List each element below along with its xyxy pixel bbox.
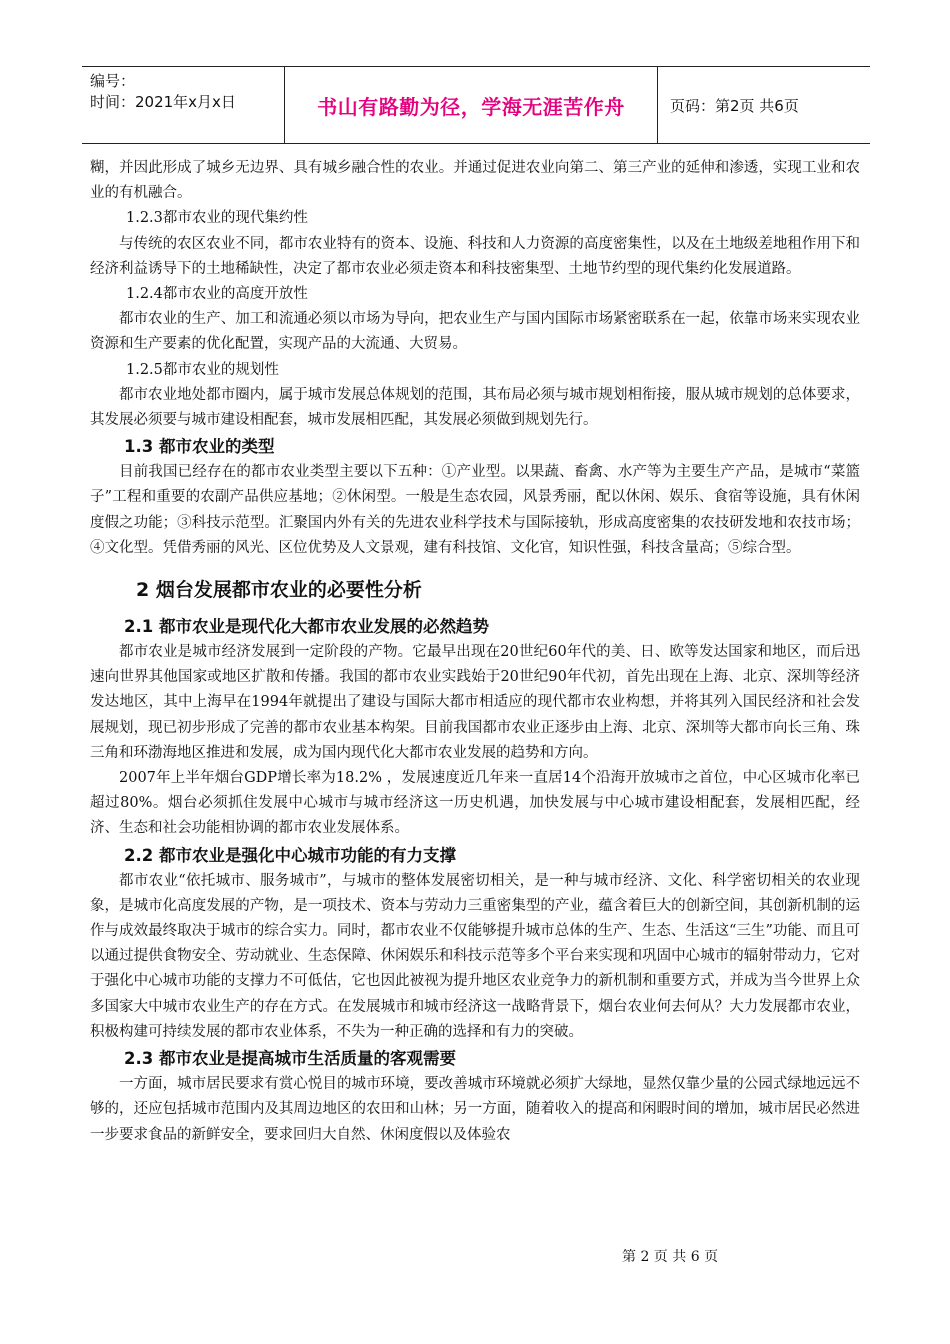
paragraph: 都市农业是城市经济发展到一定阶段的产物。它最早出现在20世纪60年代的美、日、欧等发达国家和地区，而后迅速向世界其他国家或地区扩散和传播。我国的都市农业实践始于20世纪90年代初，首先出现在上海、北京、深圳等经济发达地区，其中上海早在1994年就提出了建设与国际大都市相适应的现代都市农业构想，并将其列入国民经济和社会发展规划，现已初步形成了完善的都市农业基本构架。目前我国都市农业正逐步由上海、北京、深圳等大都市向长三角、珠三角和环渤海地区推进和发展，成为国内现代化大都市农业发展的趋势和方向。 [90,644,860,761]
paragraph: 都市农业的生产、加工和流通必须以市场为导向，把农业生产与国内国际市场紧密联系在一起，依靠市场来实现农业资源和生产要素的优化配置，实现产品的大流通、大贸易。 [90,311,860,353]
paragraph: 都市农业地处都市圈内，属于城市发展总体规划的范围，其布局必须与城市规划相衔接，服从城市规划的总体要求，其发展必须要与城市建设相配套，城市发展相匹配，其发展必须做到规划先行。 [90,386,860,429]
paragraph: 2007年上半年烟台GDP增长率为18.2% ，发展速度近几年来一直居14个沿海开放城市之首位，中心区城市化率已超过80%。烟台必须抓住发展中心城市与城市经济这一历史机遇，加快发展与中心城市建设相配套，发展相匹配，经济、生态和社会功能相协调的都市农业发展体系。 [90,770,860,837]
paragraph: 一方面，城市居民要求有赏心悦目的城市环境，要改善城市环境就必须扩大绿地，显然仅靠少量的公园式绿地远远不够的，还应包括城市范围内及其周边地区的农田和山林；另一方面，随着收入的提高和闲暇时间的增加，城市居民必然进一步要求食品的新鲜安全，要求回归大自然、休闲度假以及体验农 [90,1076,860,1143]
header-left-cell [82,67,285,143]
number-label: 编号： [90,72,136,90]
document-body [90,156,860,1148]
paragraph: 目前我国已经存在的都市农业类型主要以下五种：①产业型。以果蔬、畜禽、水产等为主要生产产品，是城市“菜篮子”工程和重要的农副产品供应基地；②休闲型。一般是生态农园，风景秀丽，配以休闲、娱乐、食宿等设施，具有休闲度假之功能；③科技示范型。汇聚国内外有关的先进农业科学技术与国际接轨，形成高度密集的农技研发地和农技市场；④文化型。凭借秀丽的风光、区位优势及人文景观，建有科技馆、文化官，知识性强，科技含量高；⑤综合型。 [90,464,860,556]
paragraph: 都市农业“依托城市、服务城市”，与城市的整体发展密切相关，是一种与城市经济、文化、科学密切相关的农业现象，是城市化高度发展的产物，是一项技术、资本与劳动力三重密集型的产业，蕴含着巨大的创新空间，其创新机制的运作与成效最终取决于城市的综合实力。同时，都市农业不仅能够提升城市总体的生产、生态、生活这“三生”功能、而且可以通过提供食物安全、劳动就业、生态保障、休闲娱乐和科技示范等多个平台来实现和巩固中心城市的辐射带动力，它对于强化中心城市功能的支撑力不可低估，它也因此被视为提升地区农业竞争力的新机制和重要方式，并成为当今世界上众多国家大中城市农业生产的存在方式。在发展城市和城市经济这一战略背景下，烟台农业何去何从？大力发展都市农业，积极构建可持续发展的都市农业体系，不失为一种正确的选择和有力的突破。 [90,872,860,1040]
header-motto: 书山有路勤为径，学海无涯苦作舟 [285,67,658,143]
paragraph: 与传统的农区农业不同，都市农业特有的资本、设施、科技和人力资源的高度密集性，以及在土地级差地租作用下和经济利益诱导下的土地稀缺性，决定了都市农业必须走资本和科技密集型、土地节约型的现代集约化发展道路。 [90,235,860,277]
section-heading-2-2: 2.2 都市农业是强化中心城市功能的有力支撑 [124,845,456,865]
subsection-heading-1-2-4: 1.2.4都市农业的高度开放性 [126,286,308,303]
header-table [82,66,870,144]
section-heading-1-3: 1.3 都市农业的类型 [124,437,275,457]
section-heading-2-3: 2.3 都市农业是提高城市生活质量的客观需要 [124,1049,456,1069]
subsection-heading-1-2-3: 1.2.3都市农业的现代集约性 [126,210,308,227]
section-heading-2-1: 2.1 都市农业是现代化大都市农业发展的必然趋势 [124,617,489,637]
paragraph-continuation: 糊，并因此形成了城乡无边界、具有城乡融合性的农业。并通过促进农业向第二、第三产业的延伸和渗透，实现工业和农业的有机融合。 [90,160,860,202]
chapter-heading-2: 2 烟台发展都市农业的必要性分析 [136,579,422,602]
header-page-info: 页码：第2页 共6页 [670,96,799,115]
date-label: 时间：2021年x月x日 [90,93,236,111]
page-footer: 第 2 页 共 6 页 [622,1249,719,1265]
subsection-heading-1-2-5: 1.2.5都市农业的规划性 [126,361,279,378]
